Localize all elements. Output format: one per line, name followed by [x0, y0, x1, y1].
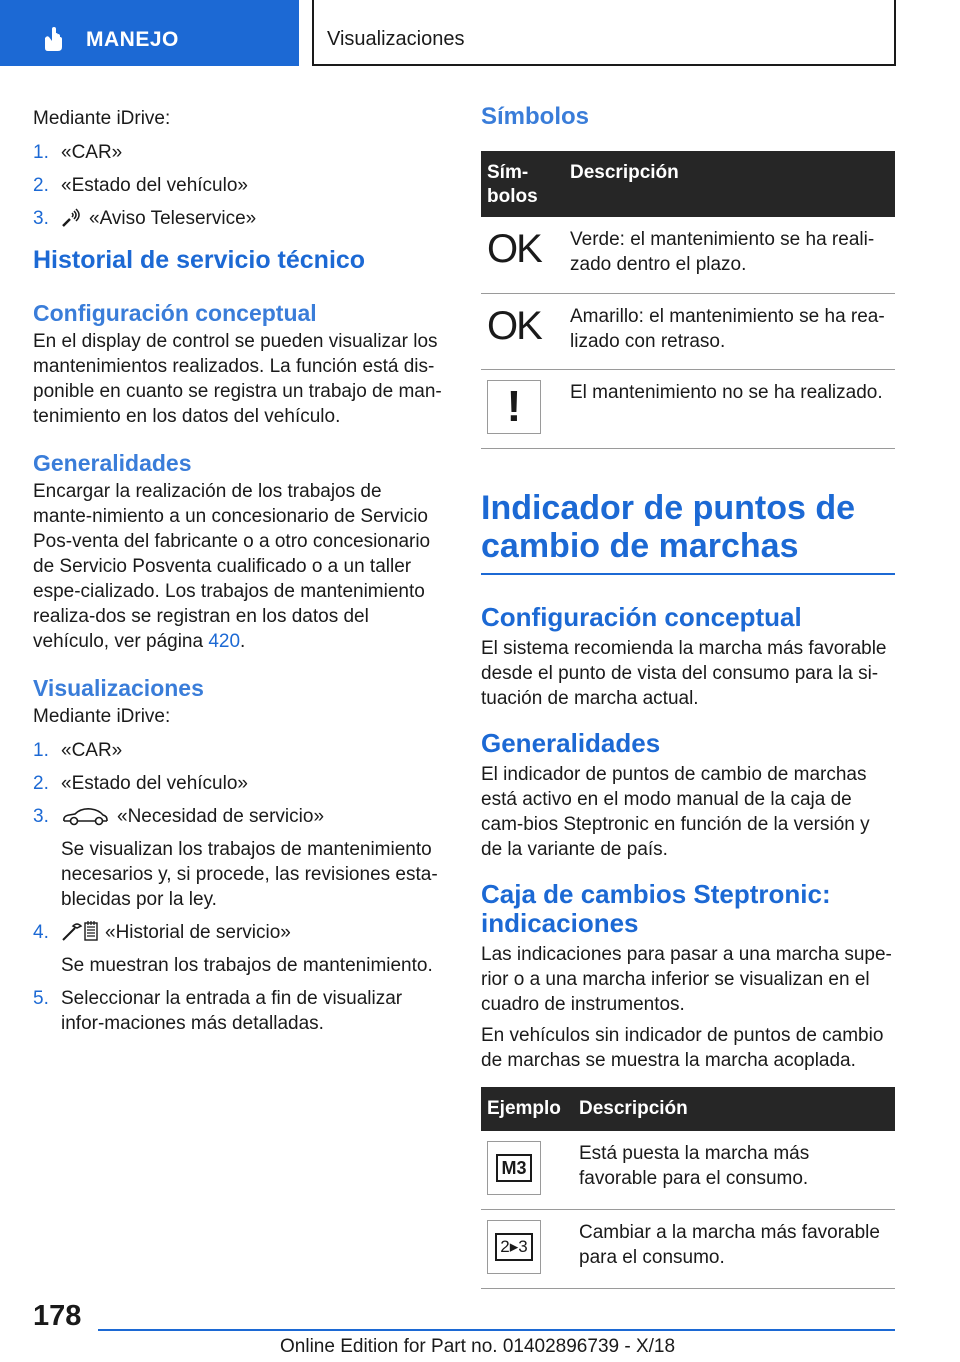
gear-examples-table: [481, 1087, 895, 1289]
symbol-cell: [481, 217, 564, 293]
symbols-table: [481, 151, 895, 449]
menu-path-list: [33, 738, 443, 1036]
teleservice-icon: [61, 208, 83, 228]
page-number: 178: [33, 1300, 82, 1332]
list-item: 2. «Estado del vehículo»: [33, 175, 248, 196]
subsection-heading: Configuración conceptual: [481, 601, 802, 632]
table-header-cell: Descripción: [573, 1087, 895, 1131]
list-item: 1. «CAR»: [33, 142, 123, 163]
section-heading: Historial de servicio técnico: [33, 246, 366, 274]
table-header-row: [481, 151, 895, 217]
description-cell: Está puesta la marcha más favorable para el consumo.: [573, 1131, 895, 1210]
section-tab: [0, 0, 299, 66]
edition-text: Online Edition for Part no. 01402896739 - X/18: [280, 1336, 676, 1357]
table-row: [481, 1209, 895, 1288]
paragraph: El indicador de puntos de cambio de marchas está activo en el modo manual de la caja de cam-bios Steptronic en función de la versión y de la variante de país.: [481, 763, 870, 860]
table-row: [481, 217, 895, 293]
paragraph: Las indicaciones para pasar a una marcha supe-rior o a una marcha inferior se visualizan en el cuadro de instrumentos.: [481, 943, 892, 1015]
ok-yellow-icon: OK: [487, 303, 541, 348]
table-header-cell: Descripción: [564, 151, 895, 217]
description-cell: Cambiar a la marcha más favorable para el consumo.: [573, 1209, 895, 1288]
gear-m3-icon: M3: [487, 1141, 541, 1195]
subsection-heading: Visualizaciones: [33, 675, 204, 701]
description-cell: Amarillo: el mantenimiento se ha rea-lizado con retraso.: [564, 293, 895, 369]
paragraph: En el display de control se pueden visualizar los mantenimientos realizados. La función está dis-ponible en cuanto se registra un trabajo de man-tenimiento en los datos del vehículo.: [33, 331, 442, 427]
page-link[interactable]: 420: [208, 631, 241, 652]
right-column: [481, 100, 895, 1289]
subsection-heading: Generalidades: [33, 450, 192, 476]
table-header-cell: Ejemplo: [481, 1087, 573, 1131]
menu-path-list: [33, 140, 443, 231]
list-item: 1. «CAR»: [33, 740, 123, 761]
list-item: 3. «Necesidad de servicio» Se visualizan los trabajos de mantenimiento necesarios y, si procede, las revisiones esta-blecidas por la ley.: [33, 806, 438, 910]
table-header-row: [481, 1087, 895, 1131]
list-item: 3. «Aviso Teleservice»: [33, 208, 257, 229]
subsection-heading: Generalidades: [481, 727, 661, 758]
description-cell: Verde: el mantenimiento se ha reali-zado dentro el plazo.: [564, 217, 895, 293]
left-column: [33, 100, 443, 1036]
symbol-cell: [481, 1209, 573, 1288]
intro-text: Mediante iDrive:: [33, 706, 171, 727]
paragraph: El sistema recomienda la marcha más favorable desde el punto de vista del consumo para la si-tuación de marcha actual.: [481, 637, 887, 709]
footer-divider: [98, 1329, 895, 1331]
list-item: 5. Seleccionar la entrada a fin de visualizar infor-maciones más detalladas.: [33, 988, 403, 1034]
chapter-title: Visualizaciones: [327, 28, 465, 50]
table-header-cell: Sím-bolos: [481, 151, 564, 217]
section-title: MANEJO: [86, 28, 179, 51]
subsection-heading: Configuración conceptual: [33, 300, 317, 326]
service-history-icon: [61, 920, 99, 942]
symbol-cell: [481, 293, 564, 369]
car-icon: [61, 806, 109, 826]
chapter-tab: [312, 0, 896, 66]
page-header: [0, 0, 960, 66]
symbol-cell: [481, 369, 564, 448]
section-heading: Símbolos: [481, 103, 590, 130]
list-item: 4. «Historial de servicio» Se muestran los trabajos de mantenimiento.: [33, 922, 433, 976]
description-cell: El mantenimiento no se ha realizado.: [564, 369, 895, 448]
table-row: [481, 369, 895, 448]
table-row: [481, 1131, 895, 1210]
symbol-cell: [481, 1131, 573, 1210]
chapter-heading: Indicador de puntos de cambio de marchas: [481, 489, 895, 575]
list-item: 2. «Estado del vehículo»: [33, 773, 248, 794]
exclamation-icon: !: [487, 380, 541, 434]
table-row: [481, 293, 895, 369]
paragraph: Encargar la realización de los trabajos de mante-nimiento a un concesionario de Servicio Pos-venta del fabricante o a otro concesionario de Servicio Posventa cualificado o a un taller espe-cializado. Los trabajos de mantenimiento realiza-dos se registran en los datos del vehículo, ver página 420.: [33, 481, 431, 652]
subsection-heading: Caja de cambios Steptronic: indicaciones: [481, 878, 831, 938]
ok-green-icon: OK: [487, 227, 541, 271]
steering-hand-icon: [40, 26, 66, 52]
paragraph: En vehículos sin indicador de puntos de cambio de marchas se muestra la marcha acoplada.: [481, 1024, 884, 1071]
gear-shift-icon: 2▸3: [487, 1220, 541, 1274]
intro-text: Mediante iDrive:: [33, 108, 171, 129]
